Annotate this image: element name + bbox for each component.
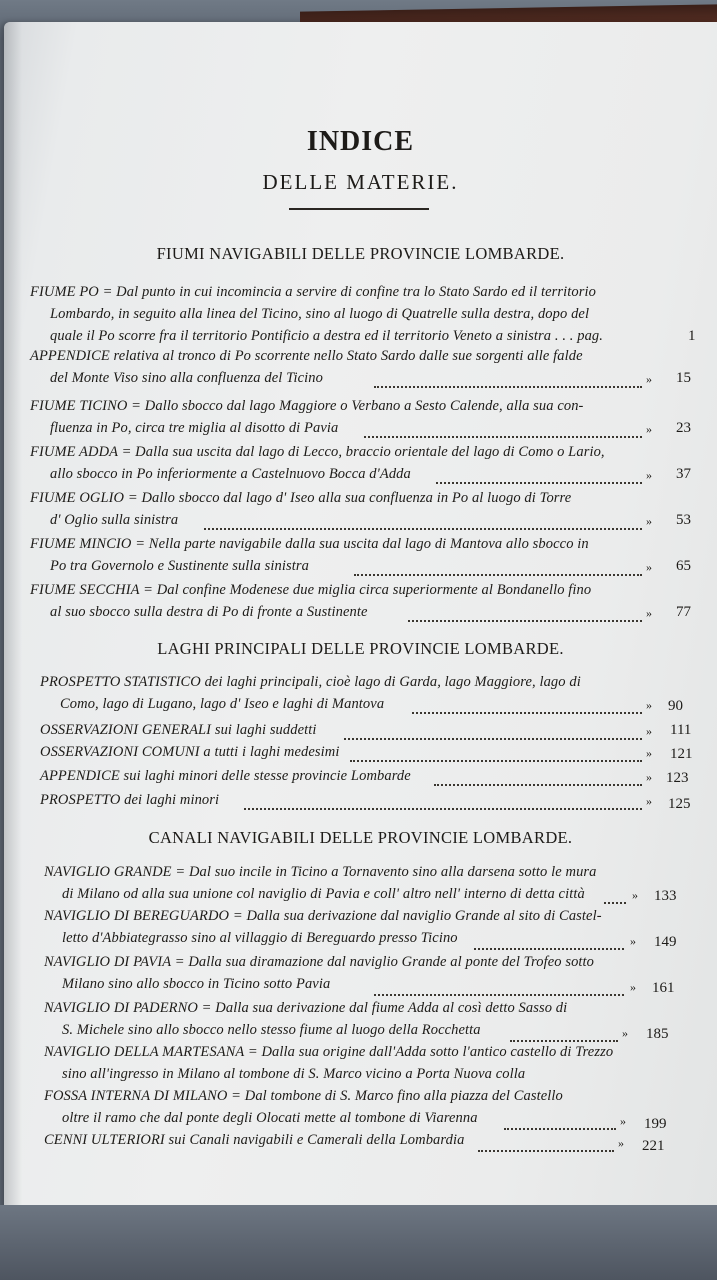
ditto-mark: » bbox=[646, 422, 652, 436]
entry-line: FIUME SECCHIA = Dal confine Modenese due miglia circa superiormente al Bondanello fino bbox=[30, 582, 592, 598]
entry-line: Como, lago di Lugano, lago d' Iseo e laghi di Mantova bbox=[60, 696, 385, 712]
page-number: 149 bbox=[654, 934, 677, 950]
ditto-mark: » bbox=[646, 698, 652, 712]
entry-line: di Milano od alla sua unione col naviglio di Pavia e coll' altro nell' interno di detta città bbox=[62, 886, 585, 902]
leader-dots bbox=[474, 946, 624, 950]
page-number: 65 bbox=[676, 558, 691, 574]
leader-dots bbox=[350, 758, 642, 762]
entry-line: NAVIGLIO DELLA MARTESANA = Dalla sua origine dall'Adda sotto l'antico castello di Trezzo bbox=[44, 1044, 614, 1060]
entry-line: OSSERVAZIONI COMUNI a tutti i laghi medesimi bbox=[40, 744, 340, 760]
entry-line: PROSPETTO dei laghi minori bbox=[40, 792, 220, 808]
page-number: 133 bbox=[654, 888, 677, 904]
entry-line: FOSSA INTERNA DI MILANO = Dal tombone di S. Marco fino alla piazza del Castello bbox=[44, 1088, 563, 1104]
leader-dots bbox=[204, 526, 642, 530]
index-text bbox=[4, 22, 717, 1270]
ditto-mark: » bbox=[622, 1026, 628, 1040]
book-page bbox=[4, 22, 717, 1270]
entry-line: FIUME MINCIO = Nella parte navigabile dalla sua uscita dal lago di Mantova allo sbocco in bbox=[30, 536, 589, 552]
leader-dots bbox=[436, 480, 642, 484]
ditto-mark: » bbox=[618, 1136, 624, 1150]
leader-dots bbox=[434, 782, 642, 786]
entry-line: APPENDICE relativa al tronco di Po scorrente nello Stato Sardo dalle sue sorgenti alle falde bbox=[30, 348, 583, 364]
page-number: 15 bbox=[676, 370, 691, 386]
entry-line: NAVIGLIO DI BEREGUARDO = Dalla sua derivazione dal naviglio Grande al sito di Castel- bbox=[44, 908, 602, 924]
page-number: 111 bbox=[670, 722, 692, 738]
section-heading-canali: CANALI NAVIGABILI DELLE PROVINCIE LOMBARDE. bbox=[148, 828, 573, 847]
entry-line: Lombardo, in seguito alla linea del Ticino, sino al luogo di Quatrelle sulla destra, dopo del bbox=[50, 306, 590, 322]
ditto-mark: » bbox=[646, 770, 652, 784]
leader-dots bbox=[510, 1038, 618, 1042]
leader-dots bbox=[374, 992, 624, 996]
page-number: 37 bbox=[676, 466, 691, 482]
ditto-mark: » bbox=[646, 724, 652, 738]
ditto-mark: » bbox=[646, 468, 652, 482]
entry-line: S. Michele sino allo sbocco nello stesso fiume al luogo della Rocchetta bbox=[62, 1022, 481, 1038]
leader-dots bbox=[364, 434, 642, 438]
entry-line: fluenza in Po, circa tre miglia al disotto di Pavia bbox=[50, 420, 339, 436]
section-heading-fiumi: FIUMI NAVIGABILI DELLE PROVINCIE LOMBARDE. bbox=[156, 244, 565, 263]
page-number: 161 bbox=[652, 980, 675, 996]
entry-line: NAVIGLIO DI PAVIA = Dalla sua diramazione dal naviglio Grande al ponte del Trofeo sotto bbox=[44, 954, 595, 970]
page-number: 1 bbox=[688, 328, 696, 344]
page-number: 23 bbox=[676, 420, 691, 436]
ditto-mark: » bbox=[646, 372, 652, 386]
entry-line: FIUME PO = Dal punto in cui incomincia a servire di confine tra lo Stato Sardo ed il territorio bbox=[30, 284, 596, 300]
page-title: INDICE bbox=[306, 126, 415, 157]
ditto-mark: » bbox=[620, 1114, 626, 1128]
ditto-mark: » bbox=[646, 514, 652, 528]
leader-dots bbox=[244, 806, 642, 810]
leader-dots bbox=[408, 618, 642, 622]
entry-line: del Monte Viso sino alla confluenza del Ticino bbox=[50, 370, 323, 386]
entry-line: NAVIGLIO GRANDE = Dal suo incile in Ticino a Tornavento sino alla darsena sotto le mura bbox=[44, 864, 597, 880]
entry-line: CENNI ULTERIORI sui Canali navigabili e Camerali della Lombardia bbox=[44, 1132, 465, 1148]
ditto-mark: » bbox=[646, 606, 652, 620]
ditto-mark: » bbox=[646, 746, 652, 760]
entry-line: d' Oglio sulla sinistra bbox=[50, 512, 179, 528]
page-number: 199 bbox=[644, 1116, 667, 1132]
entry-line: Po tra Governolo e Sustinente sulla sinistra bbox=[50, 558, 309, 574]
entry-line: letto d'Abbiategrasso sino al villaggio di Bereguardo presso Ticino bbox=[62, 930, 458, 946]
page-number: 53 bbox=[676, 512, 691, 528]
leader-dots bbox=[412, 710, 642, 714]
entry-line: APPENDICE sui laghi minori delle stesse provincie Lombarde bbox=[40, 768, 411, 784]
ditto-mark: » bbox=[630, 980, 636, 994]
page-number: 77 bbox=[676, 604, 691, 620]
ditto-mark: » bbox=[630, 934, 636, 948]
entry-line: PROSPETTO STATISTICO dei laghi principali, cioè lago di Garda, lago Maggiore, lago di bbox=[40, 674, 581, 690]
page-number: 221 bbox=[642, 1138, 665, 1154]
entry-line: FIUME TICINO = Dallo sbocco dal lago Maggiore o Verbano a Sesto Calende, alla sua con- bbox=[30, 398, 584, 414]
ditto-mark: » bbox=[632, 888, 638, 902]
ditto-mark: » bbox=[646, 794, 652, 808]
page-number: 125 bbox=[668, 796, 691, 812]
leader-dots bbox=[344, 736, 642, 740]
leader-dots bbox=[374, 384, 642, 388]
entry-line: OSSERVAZIONI GENERALI sui laghi suddetti bbox=[40, 722, 317, 738]
leader-dots bbox=[354, 572, 642, 576]
page-number: 123 bbox=[666, 770, 689, 786]
entry-line: FIUME ADDA = Dalla sua uscita dal lago di Lecco, braccio orientale del lago di Como o Lario, bbox=[30, 444, 605, 460]
section-heading-laghi: LAGHI PRINCIPALI DELLE PROVINCIE LOMBARDE. bbox=[157, 639, 564, 658]
leader-dots bbox=[604, 900, 626, 904]
leader-dots bbox=[478, 1148, 614, 1152]
entry-line: al suo sbocco sulla destra di Po di fronte a Sustinente bbox=[50, 604, 368, 620]
page-number: 121 bbox=[670, 746, 693, 762]
entry-line: sino all'ingresso in Milano al tombone di S. Marco vicino a Porta Nuova colla bbox=[62, 1066, 526, 1082]
entry-line: quale il Po scorre fra il territorio Pontificio a destra ed il territorio Veneto a sinistra . . . pag. bbox=[50, 328, 603, 344]
page-number: 185 bbox=[646, 1026, 669, 1042]
entry-line: oltre il ramo che dal ponte degli Olocati mette al tombone di Viarenna bbox=[62, 1110, 478, 1126]
entry-line: FIUME OGLIO = Dallo sbocco dal lago d' Iseo alla sua confluenza in Po al luogo di Torre bbox=[30, 490, 572, 506]
page-number: 90 bbox=[668, 698, 683, 714]
entry-line: Milano sino allo sbocco in Ticino sotto Pavia bbox=[62, 976, 331, 992]
backdrop-bottom bbox=[0, 1205, 717, 1280]
page-subtitle: DELLE MATERIE. bbox=[262, 170, 459, 194]
title-divider bbox=[289, 208, 429, 210]
leader-dots bbox=[504, 1126, 616, 1130]
entry-line: allo sbocco in Po inferiormente a Castelnuovo Bocca d'Adda bbox=[50, 466, 411, 482]
entry-line: NAVIGLIO DI PADERNO = Dalla sua derivazione dal fiume Adda al così detto Sasso di bbox=[44, 1000, 568, 1016]
ditto-mark: » bbox=[646, 560, 652, 574]
